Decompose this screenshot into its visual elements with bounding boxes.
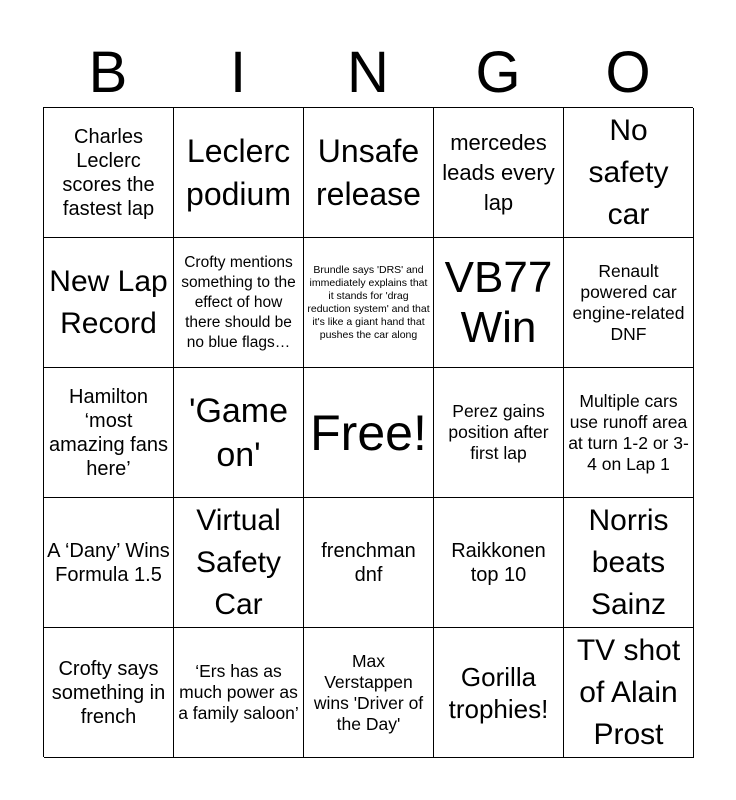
bingo-cell[interactable] (434, 498, 564, 628)
bingo-cell[interactable] (174, 368, 304, 498)
cell-text: Norris beats Sainz (588, 503, 669, 621)
cell-text: Multiple cars use runoff area at turn 1-2 or 3-4 on Lap 1 (568, 390, 689, 474)
bingo-cell[interactable] (564, 628, 694, 758)
cell-text: Unsafe release (316, 132, 421, 212)
bingo-header (43, 40, 693, 106)
bingo-cell[interactable] (44, 498, 174, 628)
cell-text: Max Verstappen wins 'Driver of the Day' (313, 650, 424, 734)
cell-text: Crofty says something in french (51, 657, 166, 728)
cell-text: Crofty mentions something to the effect of how there should be no blue flags… (181, 253, 296, 351)
bingo-cell[interactable] (434, 368, 564, 498)
bingo-cell[interactable] (44, 628, 174, 758)
bingo-cell[interactable] (564, 498, 694, 628)
cell-text: Virtual Safety Car (195, 503, 282, 621)
bingo-cell[interactable] (174, 238, 304, 368)
header-letter-b: B (88, 40, 128, 105)
bingo-cell[interactable] (304, 498, 434, 628)
free-cell[interactable] (304, 368, 434, 498)
bingo-cell[interactable] (174, 498, 304, 628)
cell-text: VB77 Win (444, 252, 553, 352)
cell-text: Raikkonen top 10 (451, 539, 546, 586)
bingo-cell[interactable] (304, 238, 434, 368)
cell-text: Free! (310, 404, 427, 461)
cell-text: Perez gains position after first lap (448, 401, 549, 463)
bingo-cell[interactable] (564, 368, 694, 498)
bingo-cell[interactable] (174, 108, 304, 238)
cell-text: ‘Ers has as much power as a family saloon’ (178, 661, 299, 723)
cell-text: Hamilton ‘most amazing fans here’ (49, 385, 168, 480)
bingo-cell[interactable] (44, 368, 174, 498)
bingo-cell[interactable] (434, 628, 564, 758)
cell-text: TV shot of Alain Prost (576, 633, 681, 751)
bingo-cell[interactable] (564, 238, 694, 368)
bingo-cell[interactable] (564, 108, 694, 238)
cell-text: Charles Leclerc scores the fastest lap (62, 125, 155, 220)
header-letter-g: G (475, 40, 521, 105)
header-letter-i: I (229, 40, 247, 105)
cell-text: New Lap Record (49, 264, 168, 340)
bingo-cell[interactable] (44, 238, 174, 368)
bingo-cell[interactable] (174, 628, 304, 758)
cell-text: frenchman dnf (321, 539, 416, 586)
cell-text: No safety car (588, 113, 669, 231)
bingo-cell[interactable] (304, 108, 434, 238)
bingo-cell[interactable] (304, 628, 434, 758)
cell-text: A ‘Dany’ Wins Formula 1.5 (47, 539, 170, 586)
bingo-cell[interactable] (434, 108, 564, 238)
bingo-cell[interactable] (434, 238, 564, 368)
cell-text: mercedes leads every lap (442, 129, 555, 215)
header-letter-n: N (347, 40, 389, 105)
cell-text: Gorilla trophies! (448, 661, 549, 724)
cell-text: 'Game on' (188, 391, 289, 474)
cell-text: Renault powered car engine-related DNF (572, 260, 685, 344)
header-letter-o: O (605, 40, 651, 105)
bingo-cell[interactable] (44, 108, 174, 238)
bingo-grid (43, 107, 693, 757)
cell-text: Leclerc podium (186, 132, 291, 212)
cell-text: Brundle says 'DRS' and immediately explains that it stands for 'drag reduction system' and that it's like a giant hand that pushes the car along (307, 263, 430, 341)
